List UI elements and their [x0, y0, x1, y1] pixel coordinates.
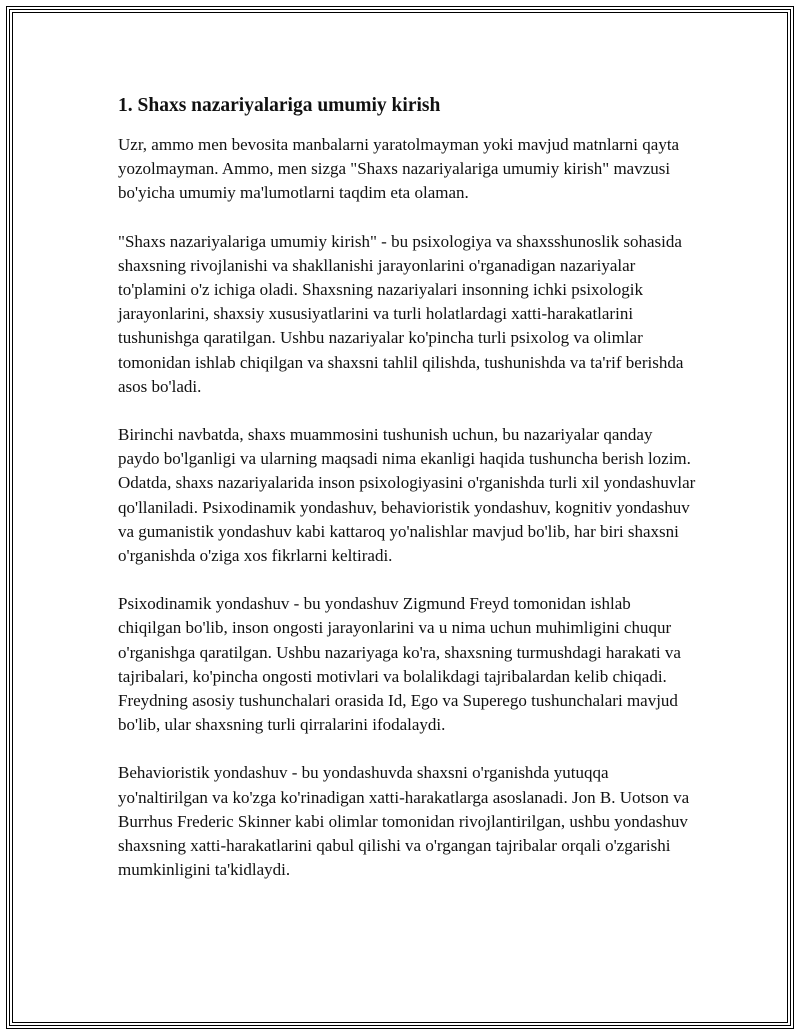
paragraph-intro: Uzr, ammo men bevosita manbalarni yaratolmayman yoki mavjud matnlarni qayta yozolmayman. Ammo, men sizga "Shaxs nazariyalariga umumiy kirish" mavzusi bo'yicha umumiy ma'lumotlarni taqdim eta olaman. [118, 135, 680, 203]
paragraph-definition: "Shaxs nazariyalariga umumiy kirish" - bu psixologiya va shaxsshunoslik sohasida shaxsning rivojlanishi va shakllanishi jarayonlarini o'rganadigan nazariyalar to'plamini o'z ichiga oladi. Shaxsning nazariyalari insonning ichki psixologik jarayonlarini, shaxsiy xususiyatlarini va turli holatlardagi xatti-harakatlarini tushunishga qaratilgan. Ushbu nazariyalar ko'pincha turli psixolog va olimlar tomonidan ishlab chiqilgan va shaxsni tahlil qilishda, tushunishda va ta'rif berishda asos bo'ladi. [118, 231, 684, 396]
paragraph-behaviorist: Behavioristik yondashuv - bu yondashuvda shaxsni o'rganishda yutuqqa yo'naltirilgan va ko'zga ko'rinadigan xatti-harakatlarga asoslanadi. Jon B. Uotson va Burrhus Frederic Skinner kabi olimlar tomonidan rivojlantirilgan, ushbu yondashuv shaxsning xatti-harakatlarini qabul qilishi va o'rgangan tajribalar orqali o'zgarishi mumkinligini ta'kidlaydi. [118, 763, 690, 880]
paragraph-approaches: Birinchi navbatda, shaxs muammosini tushunish uchun, bu nazariyalar qanday paydo bo'lganligi va ularning maqsadi nima ekanligi haqida tushuncha berish lozim. Odatda, shaxs nazariyalarida inson psixologiyasini o'rganishda turli xil yondashuvlar qo'llaniladi. Psixodinamik yondashuv, behavioristik yondashuv, kognitiv yondashuv va gumanistik yondashuv kabi kattaroq yo'nalishlar mavjud bo'lib, har biri shaxsni o'rganishda o'ziga xos fikrlarni keltiradi. [118, 425, 696, 566]
section-heading: 1. Shaxs nazariyalariga umumiy kirish [118, 95, 441, 116]
document-body [118, 93, 698, 906]
paragraph-psychodynamic: Psixodinamik yondashuv - bu yondashuv Zigmund Freyd tomonidan ishlab chiqilgan bo'lib, inson ongosti jarayonlarini va u nima uchun muhimligini chuqur o'rganishga qaratilgan. Ushbu nazariyaga ko'ra, shaxsning turmushdagi harakati va tajribalari, ko'pincha ongosti motivlari va bolalikdagi tajribalardan kelib chiqadi. Freydning asosiy tushunchalari orasida Id, Ego va Superego tushunchalari mavjud bo'lib, ular shaxsning turli qirralarini ifodalaydi. [118, 594, 681, 735]
